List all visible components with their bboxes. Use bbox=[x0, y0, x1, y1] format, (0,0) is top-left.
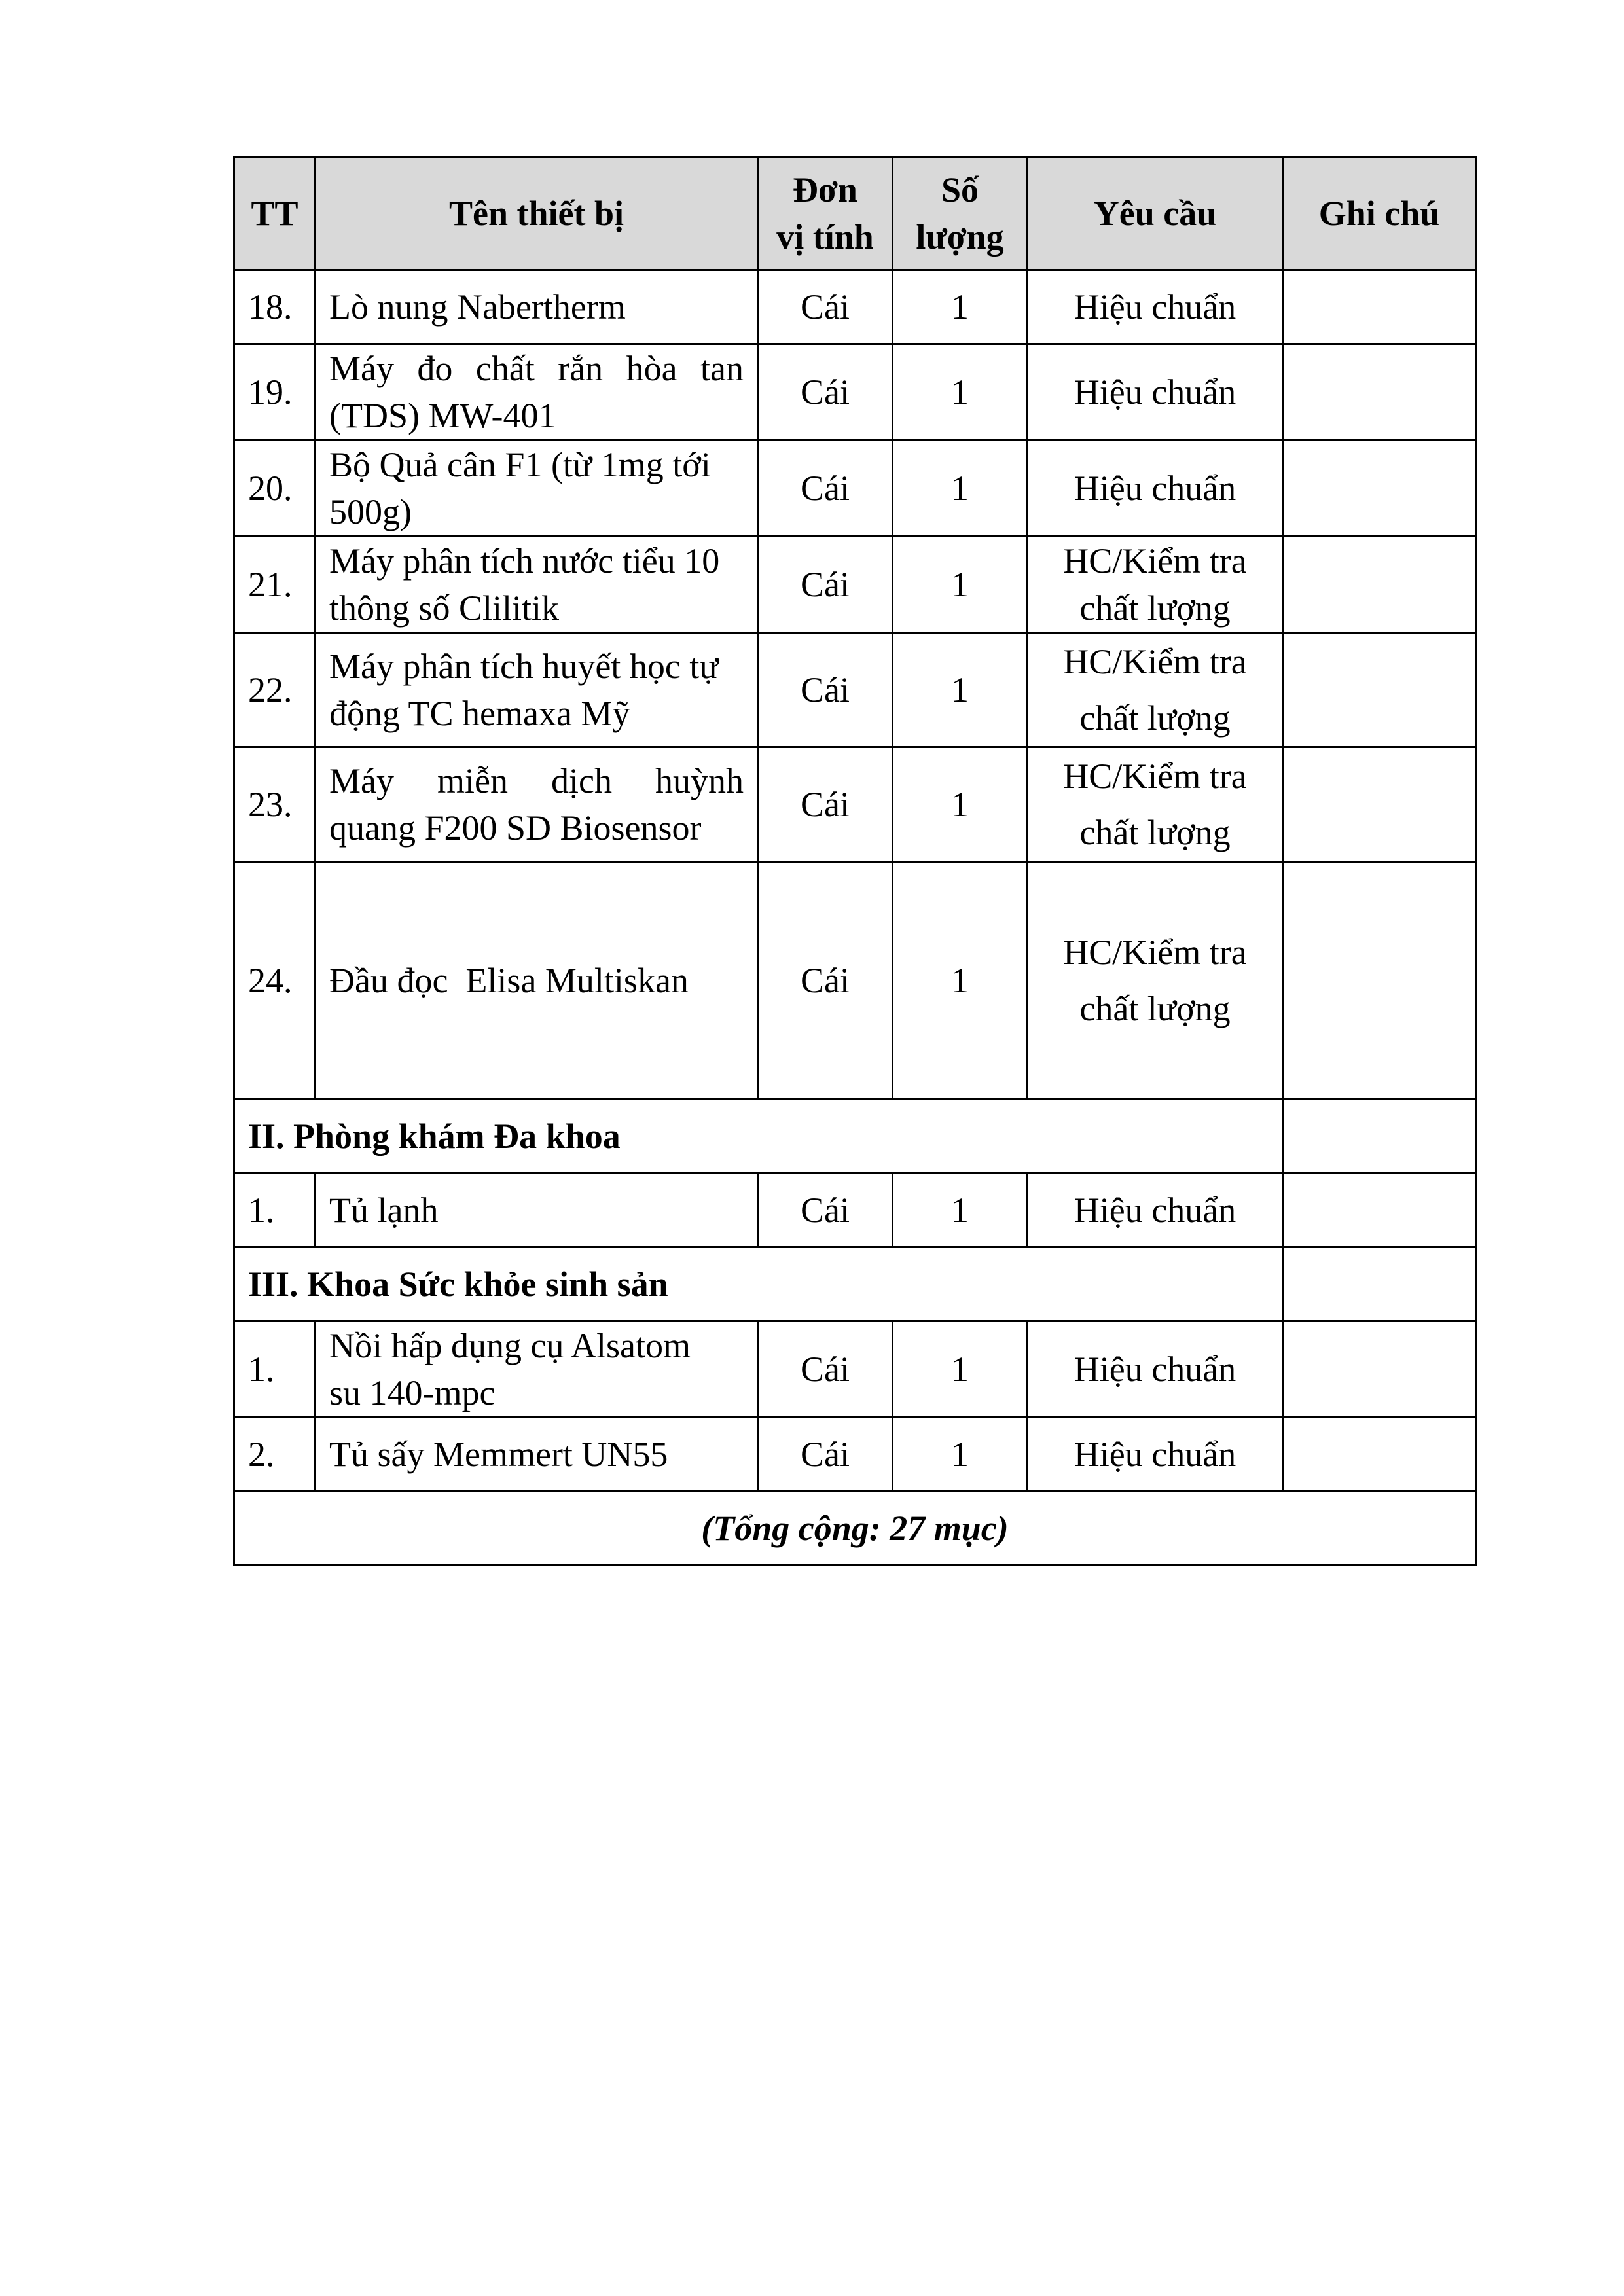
header-unit bbox=[758, 157, 893, 270]
table-row bbox=[234, 633, 1476, 747]
cell-note bbox=[1283, 1418, 1476, 1492]
cell-name-line: Máy phân tích nước tiểu 10 bbox=[329, 541, 720, 581]
total-text: (Tổng cộng: 27 mục) bbox=[234, 1492, 1476, 1566]
cell-name-line: quang F200 SD Biosensor bbox=[329, 808, 702, 848]
cell-note bbox=[1283, 440, 1476, 537]
header-tt: TT bbox=[234, 157, 316, 270]
cell-name bbox=[316, 270, 758, 344]
cell-unit: Cái bbox=[758, 344, 893, 440]
cell-qty: 1 bbox=[893, 537, 1028, 633]
table-row bbox=[234, 537, 1476, 633]
cell-name-line: động TC hemaxa Mỹ bbox=[329, 694, 630, 733]
cell-qty: 1 bbox=[893, 1321, 1028, 1418]
cell-note bbox=[1283, 270, 1476, 344]
section-row bbox=[234, 1100, 1476, 1174]
cell-unit: Cái bbox=[758, 1418, 893, 1492]
cell-req bbox=[1028, 747, 1283, 862]
header-req: Yêu cầu bbox=[1028, 157, 1283, 270]
header-row bbox=[234, 157, 1476, 270]
cell-qty: 1 bbox=[893, 344, 1028, 440]
cell-req-line: chất lượng bbox=[1079, 813, 1231, 852]
cell-req bbox=[1028, 862, 1283, 1100]
cell-req-line: chất lượng bbox=[1079, 698, 1231, 738]
cell-name-line: Đầu đọc Elisa Multiskan bbox=[329, 961, 689, 1000]
cell-name bbox=[316, 440, 758, 537]
cell-name-line: Tủ lạnh bbox=[329, 1191, 439, 1230]
cell-unit: Cái bbox=[758, 1174, 893, 1247]
header-note: Ghi chú bbox=[1283, 157, 1476, 270]
table-row bbox=[234, 1321, 1476, 1418]
cell-note bbox=[1283, 1100, 1476, 1174]
cell-req-line: HC/Kiểm tra bbox=[1063, 642, 1247, 681]
cell-unit: Cái bbox=[758, 270, 893, 344]
cell-req-line: Hiệu chuẩn bbox=[1074, 1350, 1236, 1389]
cell-req-line: chất lượng bbox=[1079, 989, 1231, 1028]
cell-req bbox=[1028, 270, 1283, 344]
cell-name-line: Máy miễn dịch huỳnh bbox=[329, 761, 744, 800]
cell-unit: Cái bbox=[758, 633, 893, 747]
cell-name bbox=[316, 862, 758, 1100]
cell-unit: Cái bbox=[758, 440, 893, 537]
cell-name-line: Máy đo chất rắn hòa tan bbox=[329, 349, 744, 388]
table-row bbox=[234, 440, 1476, 537]
cell-note bbox=[1283, 1321, 1476, 1418]
section-title: III. Khoa Sức khỏe sinh sản bbox=[234, 1247, 1283, 1321]
cell-name-line: su 140-mpc bbox=[329, 1373, 496, 1412]
cell-name bbox=[316, 1321, 758, 1418]
cell-name-line: (TDS) MW-401 bbox=[329, 396, 556, 435]
cell-tt: 1. bbox=[234, 1321, 316, 1418]
cell-tt: 22. bbox=[234, 633, 316, 747]
section-row bbox=[234, 1247, 1476, 1321]
cell-qty: 1 bbox=[893, 270, 1028, 344]
cell-name bbox=[316, 1418, 758, 1492]
cell-req-line: Hiệu chuẩn bbox=[1074, 1435, 1236, 1474]
cell-unit: Cái bbox=[758, 1321, 893, 1418]
header-qty-line-2: lượng bbox=[916, 217, 1004, 257]
cell-name-line: Nồi hấp dụng cụ Alsatom bbox=[329, 1326, 691, 1365]
cell-unit: Cái bbox=[758, 862, 893, 1100]
cell-req-line: Hiệu chuẩn bbox=[1074, 1191, 1236, 1230]
cell-req bbox=[1028, 1418, 1283, 1492]
cell-name bbox=[316, 1174, 758, 1247]
header-qty-line-1: Số bbox=[941, 170, 979, 209]
cell-req-line: chất lượng bbox=[1079, 588, 1231, 628]
cell-note bbox=[1283, 633, 1476, 747]
total-row bbox=[234, 1492, 1476, 1566]
cell-note bbox=[1283, 1247, 1476, 1321]
cell-tt: 21. bbox=[234, 537, 316, 633]
cell-name-line: Lò nung Nabertherm bbox=[329, 287, 626, 327]
cell-note bbox=[1283, 537, 1476, 633]
header-qty bbox=[893, 157, 1028, 270]
cell-req-line: HC/Kiểm tra bbox=[1063, 933, 1247, 972]
cell-req bbox=[1028, 1321, 1283, 1418]
cell-qty: 1 bbox=[893, 633, 1028, 747]
table-row bbox=[234, 747, 1476, 862]
cell-req bbox=[1028, 440, 1283, 537]
cell-req-line: Hiệu chuẩn bbox=[1074, 287, 1236, 327]
cell-name bbox=[316, 633, 758, 747]
cell-req-line: Hiệu chuẩn bbox=[1074, 469, 1236, 508]
cell-tt: 18. bbox=[234, 270, 316, 344]
cell-req-line: HC/Kiểm tra bbox=[1063, 541, 1247, 581]
cell-req-line: HC/Kiểm tra bbox=[1063, 757, 1247, 796]
cell-tt: 23. bbox=[234, 747, 316, 862]
cell-qty: 1 bbox=[893, 1174, 1028, 1247]
cell-name bbox=[316, 344, 758, 440]
cell-name bbox=[316, 537, 758, 633]
cell-tt: 24. bbox=[234, 862, 316, 1100]
section-title: II. Phòng khám Đa khoa bbox=[234, 1100, 1283, 1174]
cell-name-line: thông số Clilitik bbox=[329, 588, 560, 628]
cell-req bbox=[1028, 633, 1283, 747]
cell-name bbox=[316, 747, 758, 862]
header-name: Tên thiết bị bbox=[316, 157, 758, 270]
cell-name-line: Tủ sấy Memmert UN55 bbox=[329, 1435, 668, 1474]
cell-name-line: Bộ Quả cân F1 (từ 1mg tới bbox=[329, 445, 711, 484]
equipment-table bbox=[233, 156, 1477, 1566]
cell-tt: 2. bbox=[234, 1418, 316, 1492]
cell-note bbox=[1283, 344, 1476, 440]
cell-req bbox=[1028, 537, 1283, 633]
cell-name-line: 500g) bbox=[329, 492, 412, 531]
cell-unit: Cái bbox=[758, 537, 893, 633]
cell-note bbox=[1283, 862, 1476, 1100]
cell-qty: 1 bbox=[893, 862, 1028, 1100]
table-row bbox=[234, 344, 1476, 440]
cell-unit: Cái bbox=[758, 747, 893, 862]
table-row bbox=[234, 1418, 1476, 1492]
cell-req-line: Hiệu chuẩn bbox=[1074, 372, 1236, 412]
table-row bbox=[234, 270, 1476, 344]
cell-qty: 1 bbox=[893, 1418, 1028, 1492]
header-unit-line-2: vị tính bbox=[776, 217, 874, 257]
cell-note bbox=[1283, 747, 1476, 862]
cell-name-line: Máy phân tích huyết học tự bbox=[329, 647, 719, 686]
cell-qty: 1 bbox=[893, 440, 1028, 537]
cell-note bbox=[1283, 1174, 1476, 1247]
cell-tt: 1. bbox=[234, 1174, 316, 1247]
table-row bbox=[234, 862, 1476, 1100]
table-row bbox=[234, 1174, 1476, 1247]
cell-req bbox=[1028, 344, 1283, 440]
cell-req bbox=[1028, 1174, 1283, 1247]
header-unit-line-1: Đơn bbox=[793, 170, 857, 209]
cell-qty: 1 bbox=[893, 747, 1028, 862]
cell-tt: 19. bbox=[234, 344, 316, 440]
cell-tt: 20. bbox=[234, 440, 316, 537]
